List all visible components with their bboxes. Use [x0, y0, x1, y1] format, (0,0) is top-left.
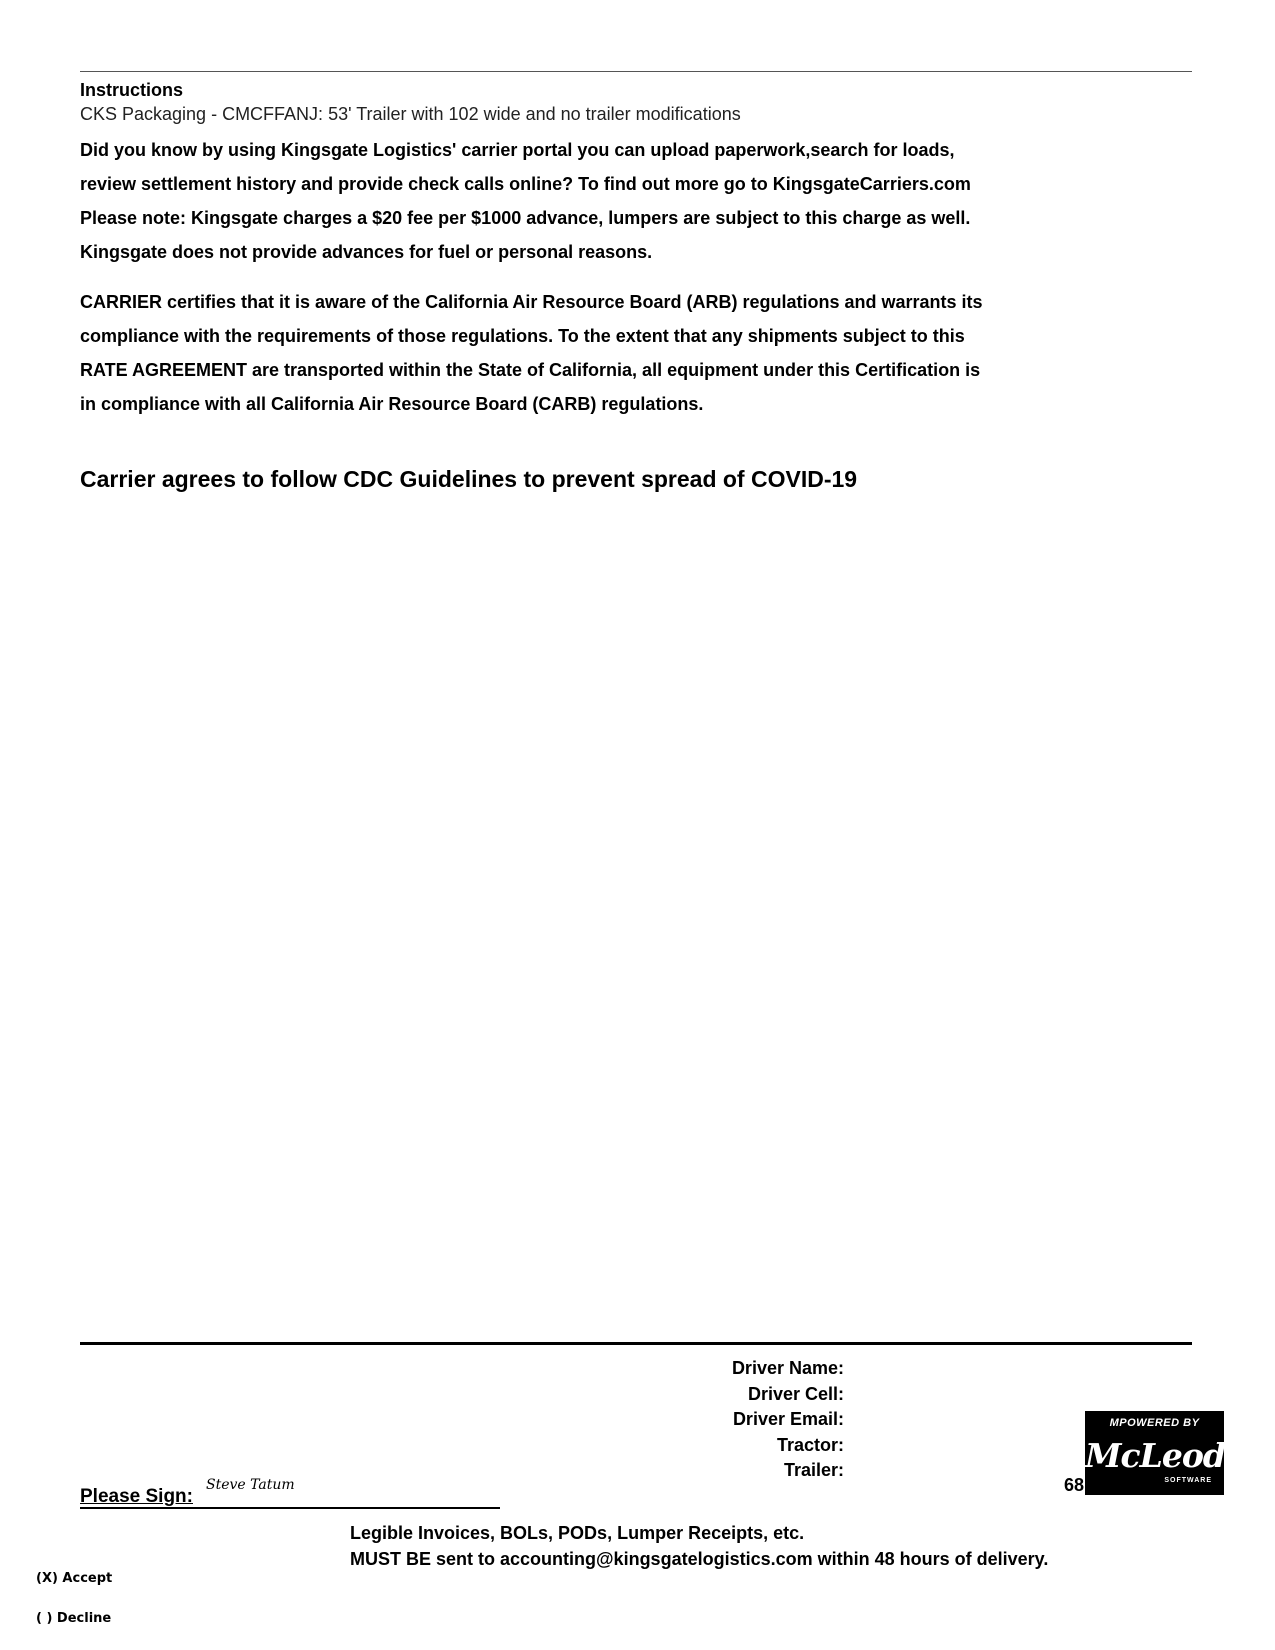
partial-number: 68: [1064, 1475, 1085, 1495]
cks-packaging-line: CKS Packaging - CMCFFANJ: 53' Trailer with 102 wide and no trailer modifications: [80, 104, 741, 124]
driver-cell-label: Driver Cell:: [747, 1383, 844, 1404]
signature-text: Steve Tatum: [206, 1477, 295, 1493]
logo-software: SOFTWARE: [1164, 1477, 1212, 1484]
carb-line: RATE AGREEMENT are transported within the State of California, all equipment under this Certification is: [80, 360, 981, 380]
carb-line: in compliance with all California Air Resource Board (CARB) regulations.: [80, 394, 704, 414]
portal-paragraph: [80, 133, 971, 269]
driver-info-labels: [600, 1356, 844, 1484]
carb-line: CARRIER certifies that it is aware of the California Air Resource Board (ARB) regulations and warrants its: [80, 292, 983, 312]
paperwork-notice: [350, 1520, 1048, 1572]
trailer-label: Trailer:: [783, 1460, 844, 1480]
logo-wordmark: McLeod: [1085, 1436, 1225, 1475]
signature-line[interactable]: [80, 1507, 500, 1509]
notice-line-1: Legible Invoices, BOLs, PODs, Lumper Receipts, etc.: [350, 1523, 805, 1543]
notice-line-2: MUST BE sent to accounting@kingsgatelogistics.com within 48 hours of delivery.: [350, 1549, 1049, 1569]
instructions-heading: Instructions: [80, 80, 184, 100]
top-rule: [80, 71, 1192, 72]
portal-line: Did you know by using Kingsgate Logistics' carrier portal you can upload paperwork,search for loads,: [80, 140, 955, 160]
accept-option[interactable]: (X) Accept: [36, 1571, 113, 1586]
mcleod-logo: [1085, 1411, 1224, 1495]
covid-statement: Carrier agrees to follow CDC Guidelines to prevent spread of COVID-19: [80, 466, 858, 492]
logo-powered-by: MPOWERED BY: [1109, 1417, 1200, 1429]
bottom-rule: [80, 1342, 1192, 1345]
portal-line: Kingsgate does not provide advances for fuel or personal reasons.: [80, 242, 653, 262]
please-sign-label: Please Sign:: [80, 1486, 193, 1507]
driver-email-label: Driver Email:: [732, 1409, 844, 1429]
carb-line: compliance with the requirements of those regulations. To the extent that any shipments subject to this: [80, 326, 965, 346]
tractor-label: Tractor:: [776, 1434, 844, 1455]
driver-name-label: Driver Name:: [731, 1358, 844, 1378]
portal-line: review settlement history and provide check calls online? To find out more go to KingsgateCarriers.com: [80, 174, 971, 194]
carb-paragraph: [80, 285, 983, 421]
portal-line: Please note: Kingsgate charges a $20 fee per $1000 advance, lumpers are subject to this charge as well.: [80, 208, 971, 228]
decline-option[interactable]: ( ) Decline: [36, 1611, 112, 1626]
